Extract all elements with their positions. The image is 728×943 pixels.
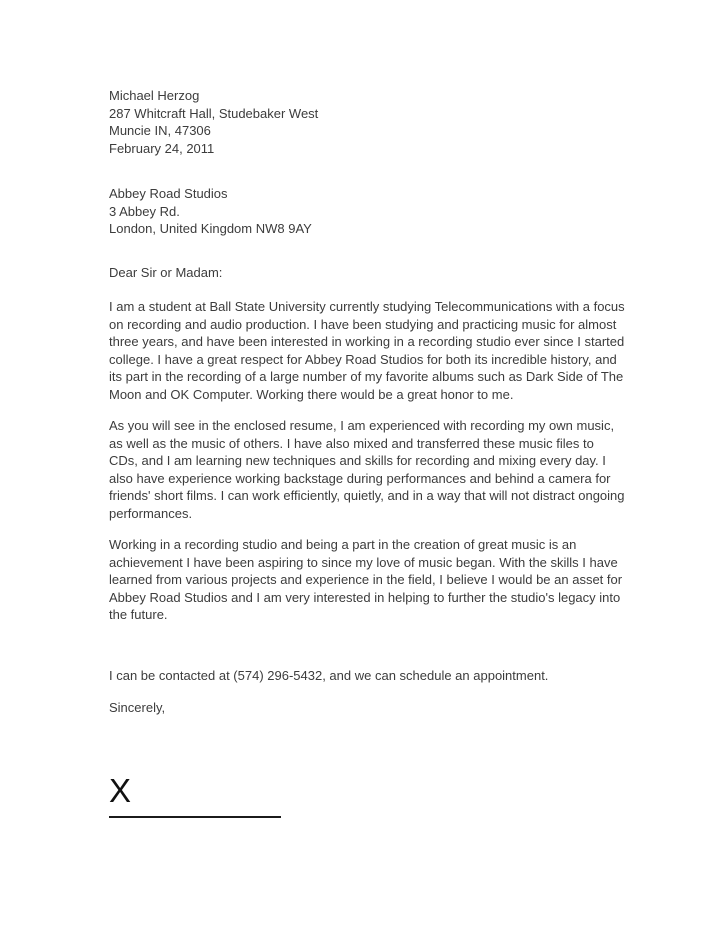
letter-date: February 24, 2011 [109, 140, 215, 156]
sender-address-line1: 287 Whitcraft Hall, Studebaker West [109, 105, 319, 121]
sender-name: Michael Herzog [109, 88, 200, 103]
recipient-address-line1: 3 Abbey Rd. [109, 203, 180, 219]
body-paragraph-3: Working in a recording studio and being a part in the creation of great music is an achievement I have been aspiring to since my love of music began. With the skills I have learned from various projects and experience in the field, I believe I would be an asset for Abbey Road Studios and I am very interested in helping to further the studio's legacy into the future. [109, 537, 623, 622]
recipient-address-line2: London, United Kingdom NW8 9AY [109, 221, 312, 236]
salutation: Dear Sir or Madam: [109, 264, 223, 280]
signature-x-mark: X [109, 771, 132, 809]
contact-line: I can be contacted at (574) 296-5432, and we can schedule an appointment. [109, 667, 549, 683]
body-paragraph-2: As you will see in the enclosed resume, I am experienced with recording my own music, as well as the music of others. I have also mixed and transferred these music files to CDs, and I am learning new techniques and skills for recording and mixing every day. I also have experience working backstage during performances and behind a camera for friends' short films. I can work efficiently, quietly, and in a way that will not distract ongoing performances. [109, 418, 625, 521]
body-paragraph-1: I am a student at Ball State University currently studying Telecommunications with a focus on recording and audio production. I have been studying and practicing music for almost three years, and have been interested in working in a recording studio ever since I started college. I have a great respect for Abbey Road Studios for both its incredible history, and its part in the recording of a large number of my favorite albums such as Dark Side of The Moon and OK Computer. Working there would be a great honor to me. [109, 299, 625, 402]
sender-address-block [109, 87, 625, 157]
recipient-name: Abbey Road Studios [109, 186, 228, 201]
signature-area [109, 773, 625, 833]
sender-address-line2: Muncie IN, 47306 [109, 123, 211, 138]
closing: Sincerely, [109, 700, 166, 715]
recipient-address-block [109, 185, 625, 238]
signature-line[interactable] [109, 773, 281, 818]
